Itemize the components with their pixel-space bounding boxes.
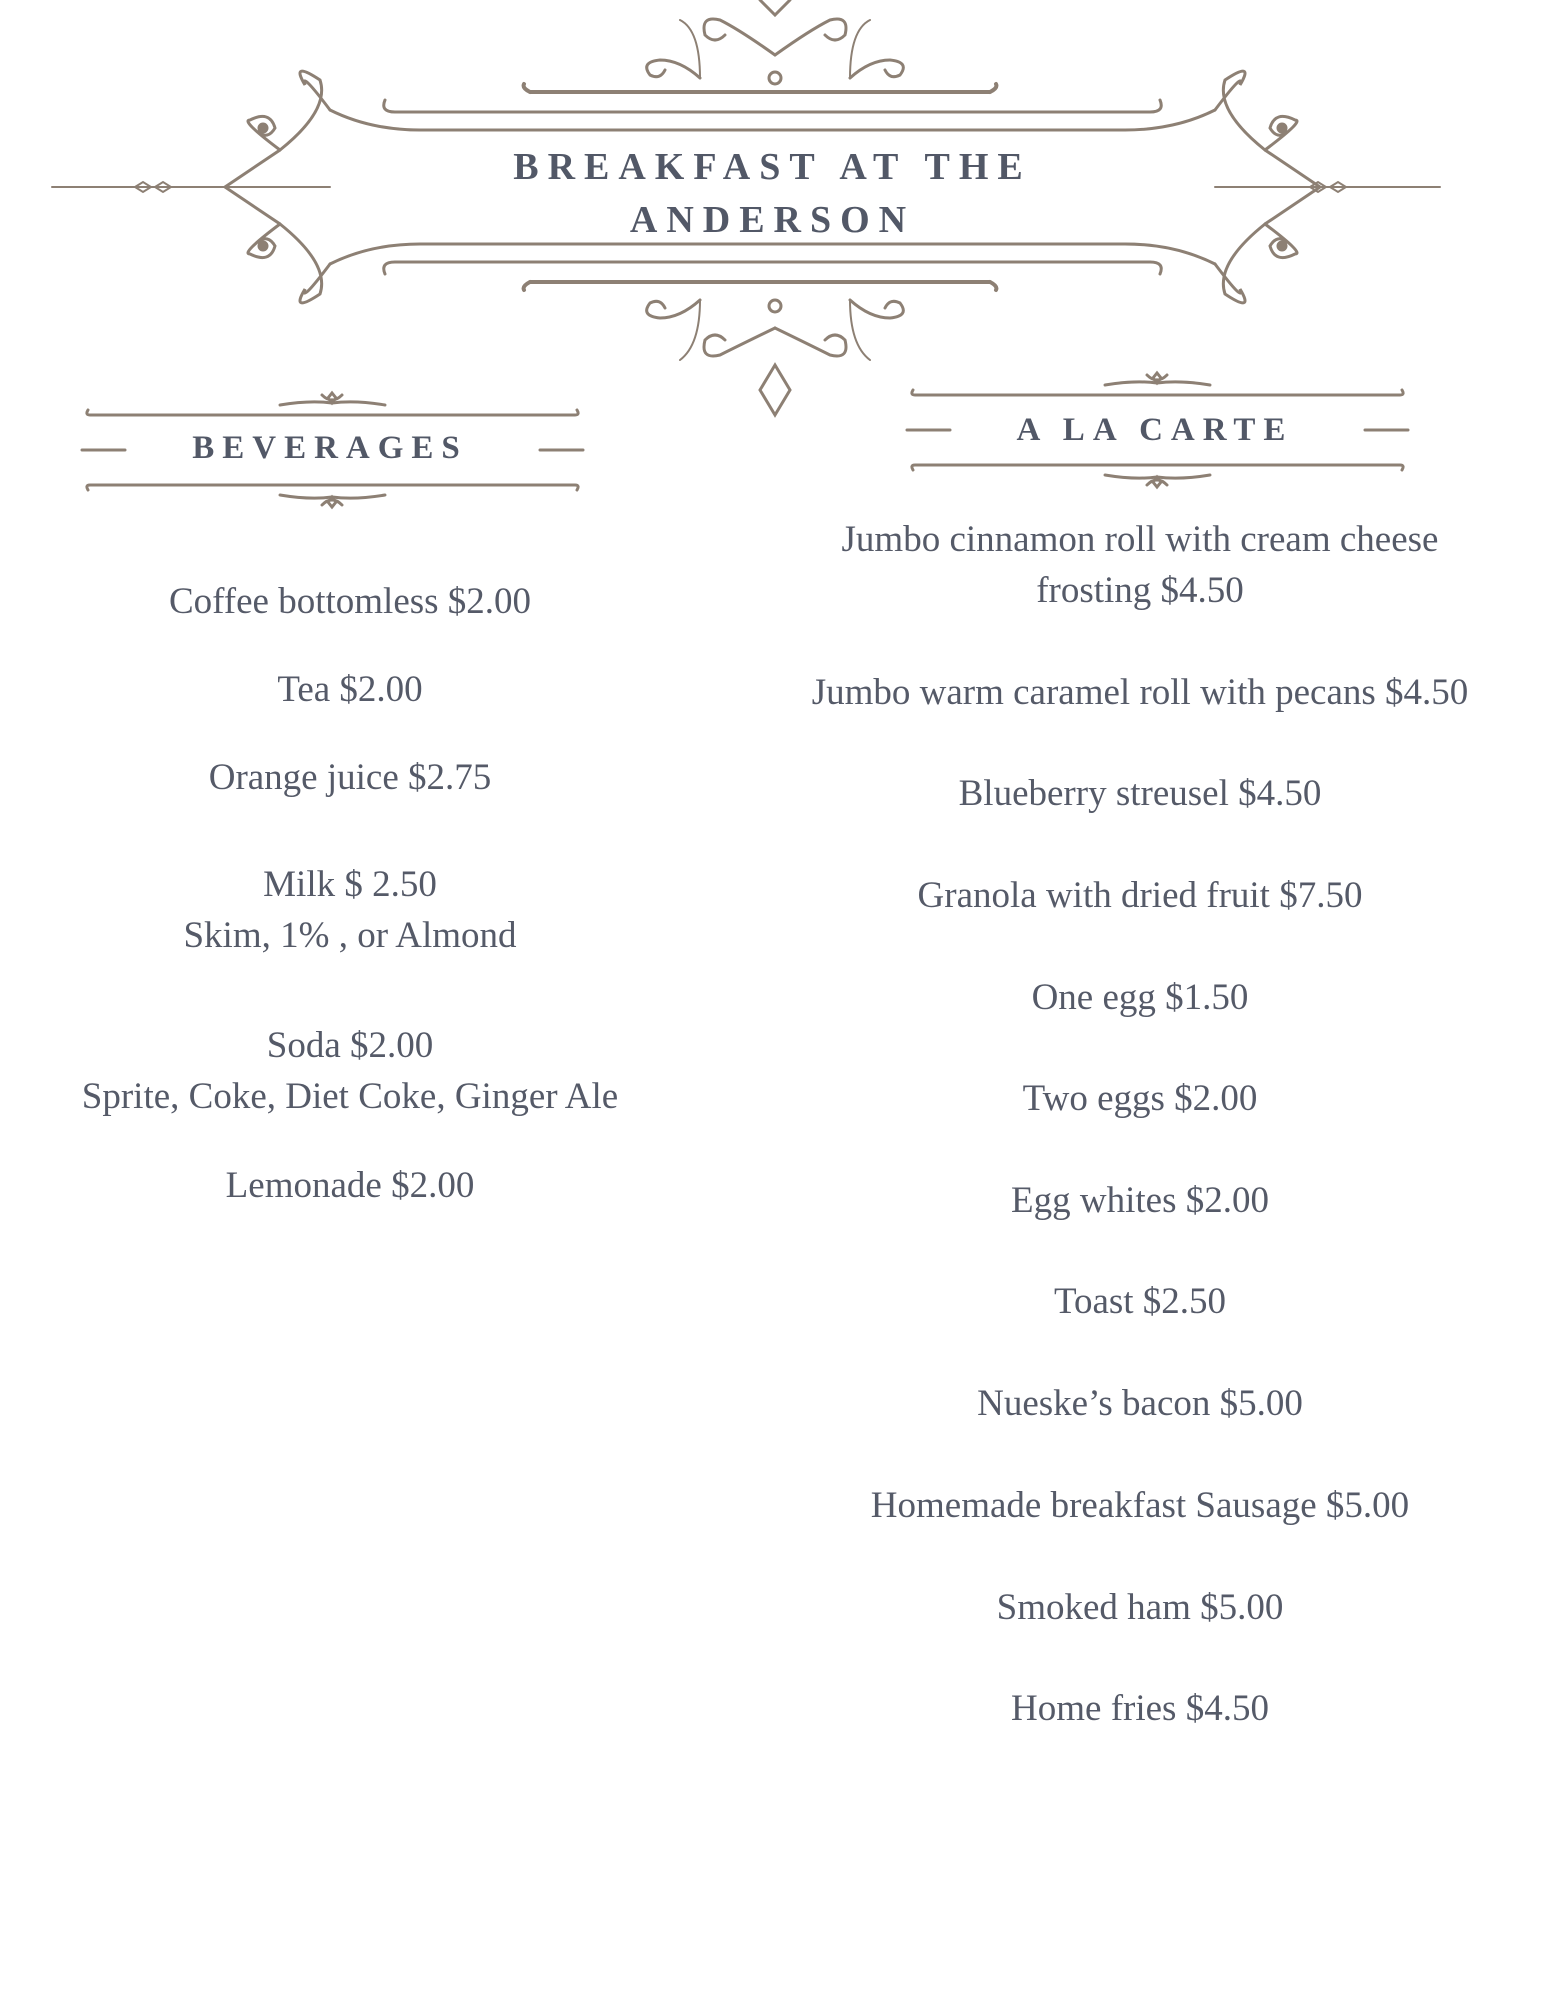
item-line: Egg whites $2.00 [1011,1180,1269,1221]
list-item [760,1276,1520,1327]
beverages-section-title: BEVERAGES [192,430,468,466]
list-item [760,870,1520,921]
list-item [760,768,1520,819]
item-line: Coffee bottomless $2.00 [168,581,532,622]
item-line: Blueberry streusel $4.50 [958,773,1322,814]
list-item [760,1480,1520,1531]
item-line: Milk $ 2.50 [263,864,437,905]
item-line: Tea $2.00 [277,669,423,710]
item-line: Homemade breakfast Sausage $5.00 [870,1485,1410,1526]
item-line: One egg $1.50 [1031,977,1249,1018]
list-item [760,1073,1520,1124]
item-line: Home fries $4.50 [1011,1688,1269,1729]
list-item [30,664,670,715]
item-line: Soda $2.00 [266,1025,434,1066]
list-item [760,1683,1520,1734]
item-subline: Sprite, Coke, Diet Coke, Ginger Ale [81,1076,619,1117]
page-title-line1: BREAKFAST AT THE [513,146,1032,188]
list-item [30,576,670,627]
list-item [760,972,1520,1023]
item-line: Lemonade $2.00 [225,1165,475,1206]
a-la-carte-section-title: A LA CARTE [1016,412,1294,448]
list-item [760,514,1520,616]
item-subline: Skim, 1% , or Almond [183,915,517,956]
item-subline: frosting $4.50 [1036,570,1244,611]
list-item [30,859,670,961]
list-item [30,1160,670,1211]
item-line: Two eggs $2.00 [1022,1078,1258,1119]
list-item [760,1175,1520,1226]
item-line: Granola with dried fruit $7.50 [917,875,1363,916]
list-item [760,1582,1520,1633]
list-item [760,667,1520,718]
item-line: Jumbo warm caramel roll with pecans $4.50 [811,672,1469,713]
page-title-line2: ANDERSON [629,199,916,241]
item-line: Smoked ham $5.00 [996,1587,1284,1628]
list-item [30,1020,670,1122]
list-item [30,752,670,803]
item-line: Jumbo cinnamon roll with cream cheese [841,519,1439,560]
item-line: Nueske’s bacon $5.00 [977,1383,1303,1424]
item-line: Toast $2.50 [1053,1281,1227,1322]
list-item [760,1378,1520,1429]
item-line: Orange juice $2.75 [208,757,492,798]
